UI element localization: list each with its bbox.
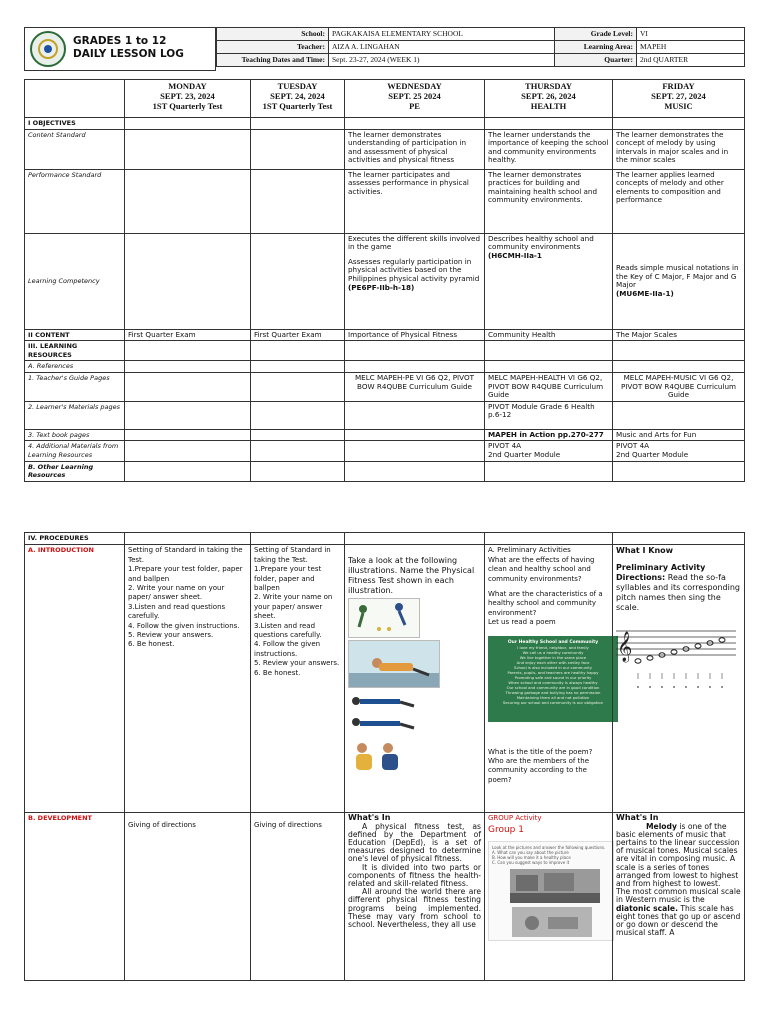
day-header-monday: MONDAY SEPT. 23, 2024 1ST Quarterly Test <box>125 80 251 118</box>
health-development: GROUP Activity Group 1 Look at the pictures and answer the following questions. A. What can you say about the picture B. How will you make it a healthy place C. Can you suggest ways to improve it <box>485 813 613 981</box>
row-content-standard: Content Standard <box>25 129 125 169</box>
day-header-wednesday: WEDNESDAY SEPT. 25 2024 PE <box>345 80 485 118</box>
pe-development: What's In A physical fitness test, as defined by the Department of Education (DepEd), is a set of measures designed to determine one's level of physical fitness. It is divided into two parts or components of fitness the health-related and skill-related fitness. All around the world there are different physical fitness testing programs being implemented. These may vary from school to school. Nevertheless, they all use <box>345 813 485 981</box>
health-tb: MAPEH in Action pp.270-277 <box>485 429 613 441</box>
fitness-test-illustration-3 <box>348 690 418 712</box>
objectives-table <box>24 79 745 482</box>
day-header-thursday: THURSDAY SEPT. 26, 2024 HEALTH <box>485 80 613 118</box>
row-lm-pages: 2. Learner's Materials pages <box>25 401 125 429</box>
fitness-test-illustration-4 <box>348 714 418 734</box>
title-line-1: GRADES 1 to 12 <box>73 35 167 47</box>
row-tg-pages: 1. Teacher's Guide Pages <box>25 372 125 401</box>
row-content: II CONTENT <box>25 329 125 341</box>
day-header-friday: FRIDAY SEPT. 27, 2024 MUSIC <box>613 80 745 118</box>
health-tg: MELC MAPEH-HEALTH VI G6 Q2, PIVOT BOW R4QUBE Curriculum Guide <box>485 372 613 401</box>
music-development: What's In Melody is one of the basic elements of music that pertains to the linear succession of musical tones. Musical scales are vital in composing music. A scale is a series of tones arranged from lowest to highest and from highest to lowest. The most common musical scale in Western music is the diatonic scale. This scale has eight tones that go up or ascend or go down or descend the musical staff. A <box>613 813 745 981</box>
dirty-environment-picture <box>510 869 600 903</box>
music-content-standard: The learner demonstrates the concept of melody by using intervals in major scales and in the minor scales <box>613 129 745 169</box>
tuesday-development: Giving of directions <box>251 813 345 981</box>
quarter-value: 2nd QUARTER <box>637 54 745 67</box>
group-activity-sheet: Look at the pictures and answer the following questions. A. What can you say about the picture B. How will you make it a healthy place C. Can you suggest ways to improve it <box>488 841 614 941</box>
dirty-street-picture <box>512 907 592 937</box>
row-learning-resources: III. LEARNING RESOURCES <box>25 341 125 361</box>
introduction-label: A. INTRODUCTION <box>25 545 125 813</box>
monday-development: Giving of directions <box>125 813 251 981</box>
poem-image: Our Healthy School and Community I love my friend, neighbor, and family We call us a healthy community We live together in the same place And enjoy each other with smiley face School is also included in our community Parents, pupils, and teachers are healthy happy Promoting safe and sound in our priority When school and community is always healthy Our school and community are in good condition Throwing garbage and bullying has no permission Maintaining them all and not pollution Securing our school and community is our obligation <box>488 636 618 722</box>
area-label: Learning Area: <box>555 41 637 54</box>
header-title <box>73 35 184 61</box>
music-prelim: Preliminary Activity Directions: Read the so-fa syllables and its corresponding pitch names then sing the scale. <box>616 563 740 613</box>
pe-performance-standard: The learner participates and assesses performance in physical activities. <box>345 169 485 233</box>
health-content: Community Health <box>485 329 613 341</box>
fitness-test-illustration-1 <box>348 598 420 638</box>
pe-content: Importance of Physical Fitness <box>345 329 485 341</box>
music-additional: PIVOT 4A 2nd Quarter Module <box>613 441 745 461</box>
procedures-title: IV. PROCEDURES <box>25 533 125 545</box>
music-content: The Major Scales <box>613 329 745 341</box>
monday-content: First Quarter Exam <box>125 329 251 341</box>
row-references: A. References <box>25 361 125 373</box>
grade-label: Grade Level: <box>555 28 637 41</box>
procedures-table <box>24 532 745 981</box>
fitness-test-illustration-2 <box>348 640 440 688</box>
school-label: School: <box>217 28 329 41</box>
dates-value: Sept. 23-27, 2024 (WEEK 1) <box>329 54 555 67</box>
pe-content-standard: The learner demonstrates understanding of participation in and assessment of physical activities and physical fitness <box>345 129 485 169</box>
day-header-tuesday: TUESDAY SEPT. 24, 2024 1ST Quarterly Test <box>251 80 345 118</box>
development-label: B. DEVELOPMENT <box>25 813 125 981</box>
fitness-test-illustration-5 <box>348 736 404 776</box>
pe-introduction <box>345 545 485 813</box>
pe-tg: MELC MAPEH-PE VI G6 Q2, PIVOT BOW R4QUBE Curriculum Guide <box>345 372 485 401</box>
health-lm: PIVOT Module Grade 6 Health p.6-12 <box>485 401 613 429</box>
health-content-standard: The learner understands the importance of keeping the school and community environments healthy. <box>485 129 613 169</box>
row-performance-standard: Performance Standard <box>25 169 125 233</box>
monday-introduction: Setting of Standard in taking the Test. 1.Prepare your test folder, paper and ballpen 2. Write your name on your paper/ answer sheet. 3.Listen and read questions carefully. 4. Follow the given instructions. 5. Review your answers. 6. Be honest. <box>125 545 251 813</box>
health-performance-standard: The learner demonstrates practices for building and maintaining health school and community environments. <box>485 169 613 233</box>
music-tg: MELC MAPEH-MUSIC VI G6 Q2, PIVOT BOW R4QUBE Curriculum Guide <box>613 372 745 401</box>
deped-seal-icon <box>30 31 66 67</box>
row-additional: 4. Additional Materials from Learning Resources <box>25 441 125 461</box>
music-introduction <box>613 545 745 813</box>
pe-competency: Executes the different skills involved in the game Assesses regularly participation in physical activities based on the Philippines physical activity pyramid (PE6PF-IIb-h-18) <box>345 233 485 329</box>
music-staff-illustration <box>616 621 738 693</box>
music-tb: Music and Arts for Fun <box>613 429 745 441</box>
row-tb-pages: 3. Text book pages <box>25 429 125 441</box>
tuesday-introduction: Setting of Standard in taking the Test. 1.Prepare your test folder, paper and ballpen 2. Write your name on your paper/ answer sheet. 3.Listen and read questions carefully. 4. Follow the given instructions. 5. Review your answers. 6. Be honest. <box>251 545 345 813</box>
music-competency: Reads simple musical notations in the Key of C Major, F Major and G Major (MU6ME-IIa-1) <box>613 233 745 329</box>
health-introduction: A. Preliminary Activities What are the effects of having clean and healthy school and community environments? What are the characteristics of a healthy school and community environment? Let us read a poem Our Healthy School and Community I love my friend, neighbor, and family We call us a healthy community We live together in the same place And enjoy each other with smiley face School is also included in our community Parents, pupils, and teachers are healthy happy Promoting safe and sound in our priority When school and community is always healthy Our school and community are in good condition Throwing garbage and bullying has no permission Maintaining them all and not pollution Securing our school and community is our obligation What is the title of the poem? Who are the members of the community according to the poem? <box>485 545 613 813</box>
row-learning-competency: Learning Competency <box>25 233 125 329</box>
health-additional: PIVOT 4A 2nd Quarter Module <box>485 441 613 461</box>
teacher-label: Teacher: <box>217 41 329 54</box>
what-i-know-title: What I Know <box>616 546 674 556</box>
health-competency: Describes healthy school and community environments (H6CMH-IIa-1 <box>485 233 613 329</box>
grade-value: VI <box>637 28 745 41</box>
dates-label: Teaching Dates and Time: <box>217 54 329 67</box>
poem-questions: What is the title of the poem? Who are the members of the community according to the poem? <box>488 747 593 784</box>
pe-intro-text: Take a look at the following illustrations. Name the Physical Fitness Test shown in each illustration. <box>348 556 475 596</box>
svg-text:𝄞: 𝄞 <box>617 632 633 663</box>
row-other-resources: B. Other Learning Resources <box>25 461 125 481</box>
teacher-value: AIZA A. LINGAHAN <box>329 41 555 54</box>
row-objectives: I OBJECTIVES <box>25 118 125 130</box>
music-performance-standard: The learner applies learned concepts of melody and other elements to composition and performance <box>613 169 745 233</box>
tuesday-content: First Quarter Exam <box>251 329 345 341</box>
header-info-table <box>216 27 745 67</box>
area-value: MAPEH <box>637 41 745 54</box>
school-value: PAGKAKAISA ELEMENTARY SCHOOL <box>329 28 555 41</box>
header-logo-block <box>24 27 216 71</box>
quarter-label: Quarter: <box>555 54 637 67</box>
title-line-2: DAILY LESSON LOG <box>73 48 184 60</box>
corner-cell <box>25 80 125 118</box>
